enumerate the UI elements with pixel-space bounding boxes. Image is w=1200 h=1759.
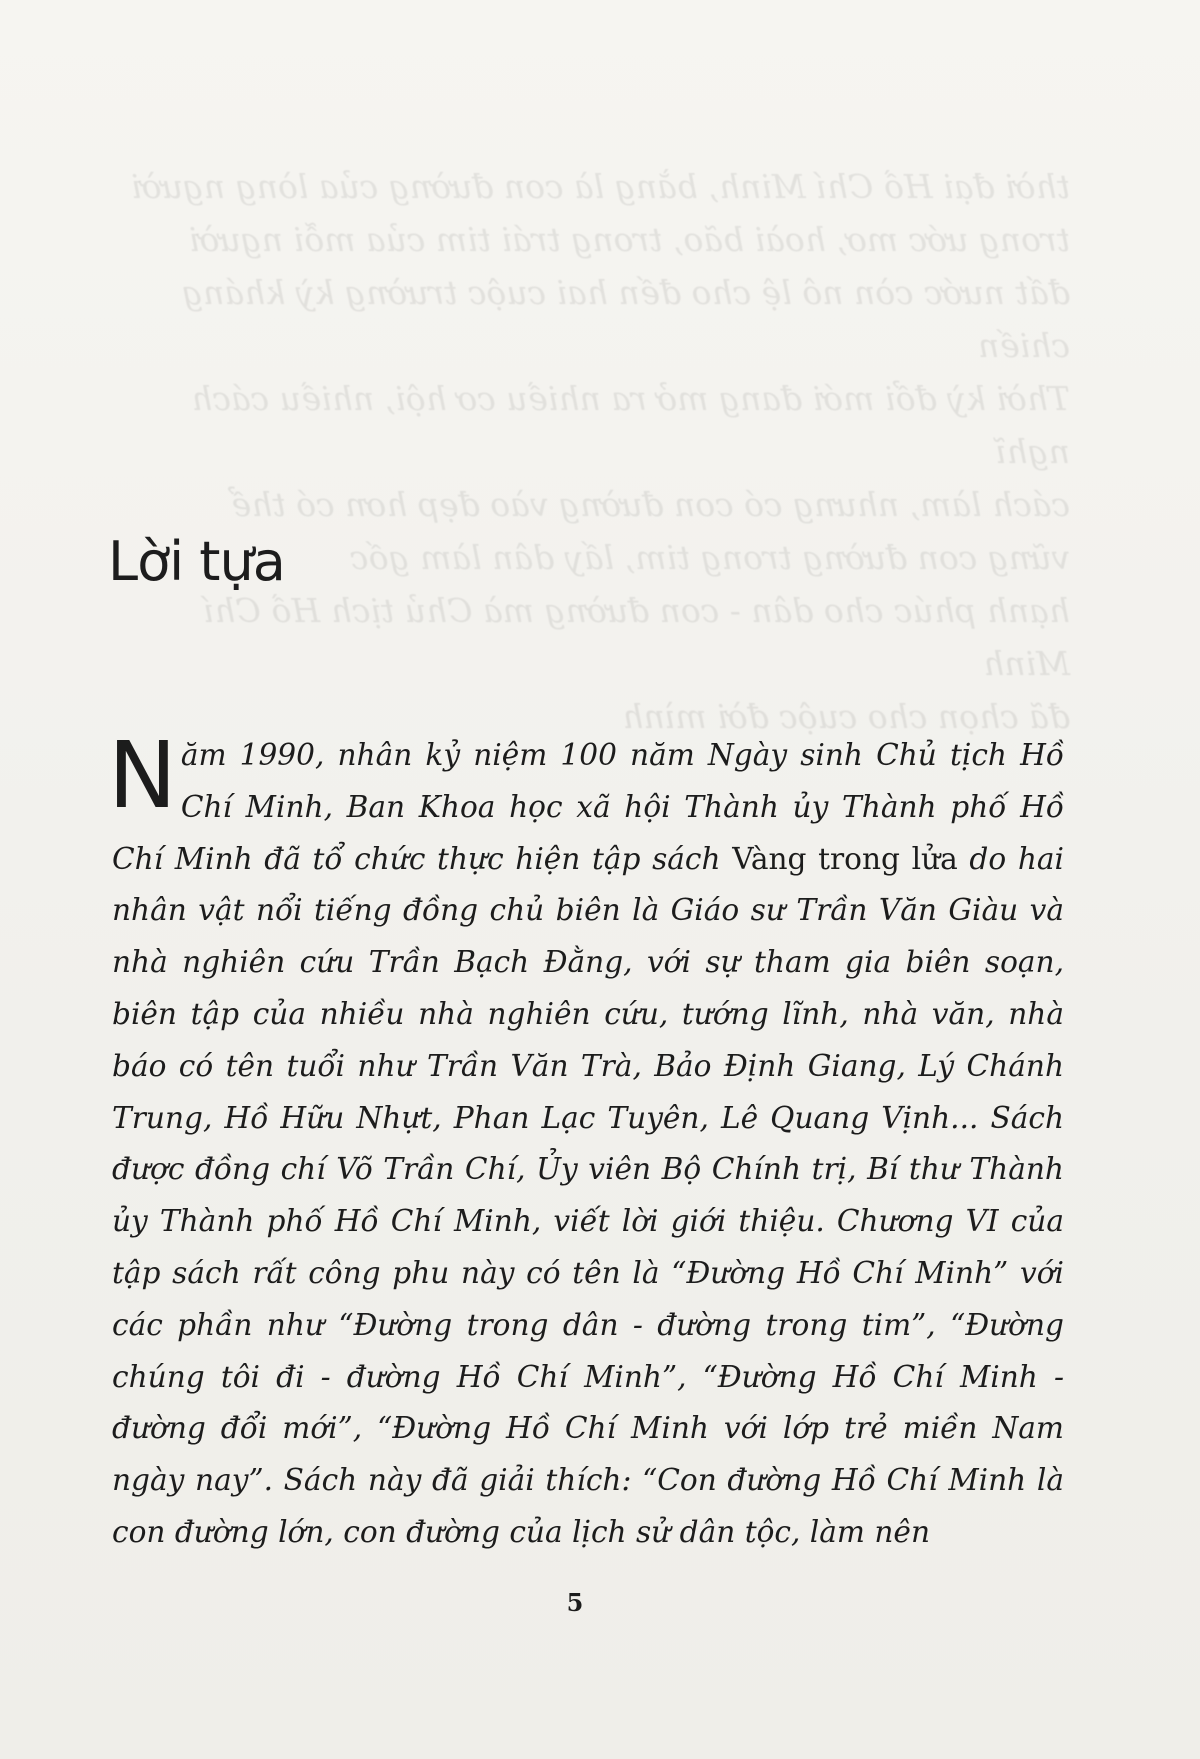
page-title: Lời tựa	[108, 530, 285, 593]
body-paragraph	[108, 722, 1064, 1559]
body-text-rest: do hai nhân vật nổi tiếng đồng chủ biên là Giáo sư Trần Văn Giàu và nhà nghiên cứu Trần Bạch Đằng, với sự tham gia biên soạn, biên tập của nhiều nhà nghiên cứu, tướng lĩnh, nhà văn, nhà báo có tên tuổi như Trần Văn Trà, Bảo Định Giang, Lý Chánh Trung, Hồ Hữu Nhựt, Phan Lạc Tuyên, Lê Quang Vịnh... Sách được đồng chí Võ Trần Chí, Ủy viên Bộ Chính trị, Bí thư Thành ủy Thành phố Hồ Chí Minh, viết lời giới thiệu. Chương VI của tập sách rất công phu này có tên là “Đường Hồ Chí Minh” với các phần như “Đường trong dân - đường trong tim”, “Đường chúng tôi đi - đường Hồ Chí Minh”, “Đường Hồ Chí Minh - đường đổi mới”, “Đường Hồ Chí Minh với lớp trẻ miền Nam ngày nay”. Sách này đã giải thích: “Con đường Hồ Chí Minh là con đường lớn, con đường của lịch sử dân tộc, làm nên	[112, 841, 1064, 1549]
book-title: Vàng trong lửa	[732, 841, 958, 876]
body-text-start: ăm 1990, nhân kỷ niệm 100 năm Ngày sinh Chủ tịch Hồ Chí Minh, Ban Khoa học xã hội Thành ủy Thành phố Hồ Chí Minh đã tổ chức thực hiện tập sách	[112, 738, 1064, 876]
bleed-through-text: thời đại Hồ Chí Minh, bằng là con đường của lòng người trong ước mơ, hoài bão, trong trái tim của mỗi người đất nước còn nô lệ cho đến hai cuộc trường kỳ kháng chiến Thời kỳ đổi mới đang mở ra nhiều cơ hội, nhiều cách nghĩ cách làm, nhưng có con đường vào đẹp hơn có thể vững con đường trong tim, lấy dân làm gốc hạnh phúc cho dân - con đường mà Chủ tịch Hồ Chí Minh đã chọn cho cuộc đời mình	[131, 167, 1070, 736]
page-number: 5	[566, 1588, 584, 1617]
drop-cap: N	[108, 722, 177, 829]
